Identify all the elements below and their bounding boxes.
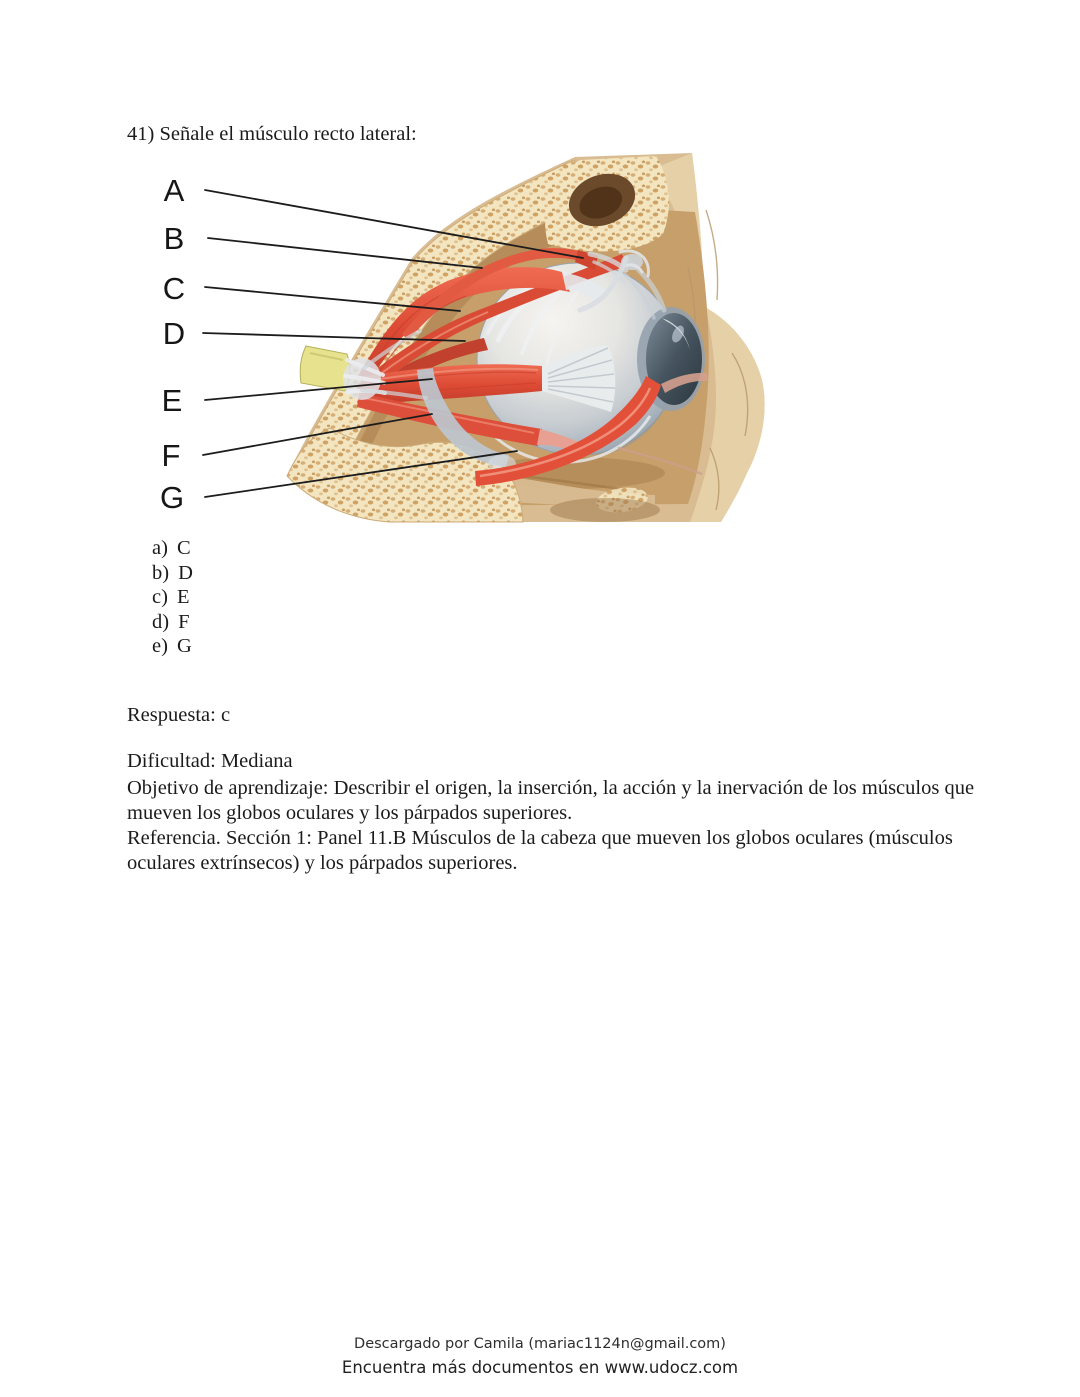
option-b [152,561,193,586]
figure-label-d: D [162,316,186,351]
answer-text [127,703,230,728]
options-list [152,536,193,659]
option-e [152,634,193,659]
option-c [152,585,193,610]
footer-downloaded-by: Descargado por Camila (mariac1124n@gmail.com) [354,1336,726,1352]
option-value: F [178,610,190,633]
answer-label: Respuesta: [127,704,216,726]
objective-reference-block [127,776,993,876]
figure-labels [160,173,185,515]
question-text: 41) Señale el músculo recto lateral: [127,123,417,145]
option-a [152,536,193,561]
figure-label-c: C [162,271,186,306]
figure-label-e: E [161,383,183,418]
reference-text: Referencia. Sección 1: Panel 11.B Músculos de la cabeza que mueven los globos oculares (músculos oculares extrínsecos) y los párpados superiores. [127,827,953,874]
difficulty-value: Mediana [220,750,293,772]
option-key: a) [152,537,168,559]
optic-nerve-stub [300,346,350,391]
option-d [152,610,193,635]
option-value: C [176,537,191,559]
figure-label-a: A [163,173,185,208]
figure-label-b: B [163,221,185,256]
option-key: d) [152,610,170,633]
page-footer [0,1336,1080,1377]
answer-value: c [220,704,231,726]
difficulty-label: Dificultad: [127,750,216,772]
option-key: b) [152,561,170,584]
option-value: D [178,561,193,584]
option-key: e) [152,635,168,657]
figure-label-g: G [159,480,185,515]
objective-text: Objetivo de aprendizaje: Describir el origen, la inserción, la acción y la inervación de los músculos que mueven los globos oculares y los párpados superiores. [127,777,975,824]
figure-label-f: F [161,438,181,473]
anatomy-figure [150,148,770,528]
option-value: E [176,586,190,608]
footer-udocz-link: Encuentra más documentos en www.udocz.com [341,1358,739,1377]
option-key: c) [152,586,168,608]
difficulty-text [127,749,293,774]
option-value: G [176,635,192,657]
